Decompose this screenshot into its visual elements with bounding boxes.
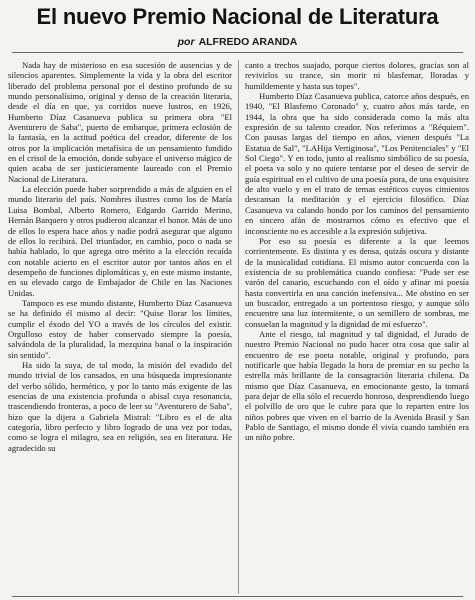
paragraph: Humberto Díaz Casanueva publica, catorce años después, en 1940, "El Blasfemo Coronado" y, cuatro años más tarde, en 1944, la obra que ha sido considerada como la más alta expresión de su talento creador. Nos referimos a "Réquiem". Con pausas largas del tiempo en años, vienen después "La Estatua de Sal", "LAHija Vertiginosa", "Los Penitenciales" y "El Sol Ciego". Y en todo, junto al realismo simbólico de su poesía, el poeta va solo y no quiere tentarse por el deseo de servir de guía espiritual en el cultivo de una poesía pura, de una exquisitez de alto vuelo y en el trato de temas estéticos cuyos cimientos descansan la meditación y el ejercicio filosófico. Díaz Casanueva va calando hondo por los caminos del pensamiento en sincero afán de mostrarnos cómo es efectivo que el inconsciente no es accesible a la expresión subjetiva. (245, 91, 469, 236)
left-column (8, 60, 232, 594)
column-divider (238, 60, 239, 594)
article-title: El nuevo Premio Nacional de Literatura (36, 4, 439, 29)
paragraph: Nada hay de misterioso en esa sucesión de ausencias y de silencios aparentes. Simplemente la vida y la obra del escritor liberado del problema personal por el destino profundo de su mundo personalísimo, original y denso de la creación literaria, desde el día en que, ya corridos nueve lustros, en 1926, Humberto Díaz Casanueva publica su primera obra "El Aventurero de Saba", puerto de embarque, primera eclosión de la fantasía, en la actitud poética del creador, diferente de los otros por la implicación metafísica de un pensamiento fundido en el crisol de la emoción, donde subyace el universo mágico de quien acaba de ser justicieramente laureado con el Premio Nacional de Literatura. (8, 60, 232, 184)
top-rule (12, 52, 463, 53)
paragraph: La elección puede haber sorprendido a más de alguien en el mundo literario del país. Nombres ilustres como los de María Luisa Bombal, Alberto Romero, Edgardo Garrido Merino, Hernán Barquero y otros pudieron alcanzar el honor. Más de uno de ellos lo espera hace años y nadie podrá asegurar que alguno de ellos lo recibirá. Del triunfador, en cambio, poco o nada se había hablado, lo que agrega otro mérito a la elección recaída con notable acierto en el escritor autor por tantos años en el desempeño de funciones diplomáticas y, en este mismo instante, en su elevado cargo de Embajador de Chile en las Naciones Unidas. (8, 184, 232, 298)
right-column (245, 60, 469, 594)
paragraph: canto a trechos suajado, porque ciertos dolores, gracias son al revivirlos su trance, sin morir ni blasfemar, lloradas y humildemente y hasta sus topes". (245, 60, 469, 91)
author-name: ALFREDO ARANDA (198, 36, 298, 48)
paragraph: Tampoco es ese mundo distante, Humberto Díaz Casanueva se ha definido él mismo al decir: "Quise llorar los límites, cumplir el éxodo del YO a través de los círculos del existir. Orgulloso estoy de haber conservado siempre la poesía, salvándola de la pluralidad, la mezquina banal o la inspiración sin sentido". (8, 297, 232, 360)
paragraph: Ante el riesgo, tal magnitud y tal dignidad, el Jurado de nuestro Premio Nacional no pudo hacer otra cosa que salir al encuentro de ese poeta notable, original y profundo, para notificarle que había llegado la hora de premiar en su pecho la estrella más brillante de la consagración literaria chilena. Da mismo que Díaz Casanueva, en emocionante gesto, la tomará para dejar de ella sólo el recuerdo honroso, desprendiendo luego el polvillo de oro que le cubre para que lo reparten entre los niños pobres que viven en el barrio de la Avenida Brasil y San Pablo de Santiago, el mismo donde él vivía cuando también era un niño pobre. (245, 328, 469, 443)
paragraph: Ha sido la suya, de tal modo, la misión del evadido del mundo trivial de los cansados, en una búsqueda impresionante del verbo sólido, hermético, y por lo tanto más exigente de las esencias de una existencia profunda o abisal cuya resonancia, trascendiendo fronteras, a poco de leer su "Aventurero de Saba", hizo que la dijera a Gabriela Mistral: "Libro es el de alta categoría, libro perfecto y libro logrado de una vez por todas, como se logra el milagro, sea en religión, sea en literatura. He agradecido su (8, 359, 232, 453)
article-byline (0, 36, 475, 48)
paragraph: Por eso su poesía es diferente a la que leemos corrientemente. Es distinta y es densa, quizás oscura y distante de la musicalidad cotidiana. El mismo autor concuerda con la existencia de su problemática cuando confiesa: "Pude ser ese varón del canario, escuchando con el oído y afinar mi poesía hasta convertirla en una canción inefensiva... Me obstino en ser un buscador, entregado a un portentoso riesgo, y aunque sólo encuentre una luz intermitente, o un semillero de sombras, me consuelan la magnitud y la dignidad de mi esfuerzo". (245, 235, 469, 329)
bottom-rule (12, 596, 463, 597)
byline-prefix: por (177, 36, 195, 48)
